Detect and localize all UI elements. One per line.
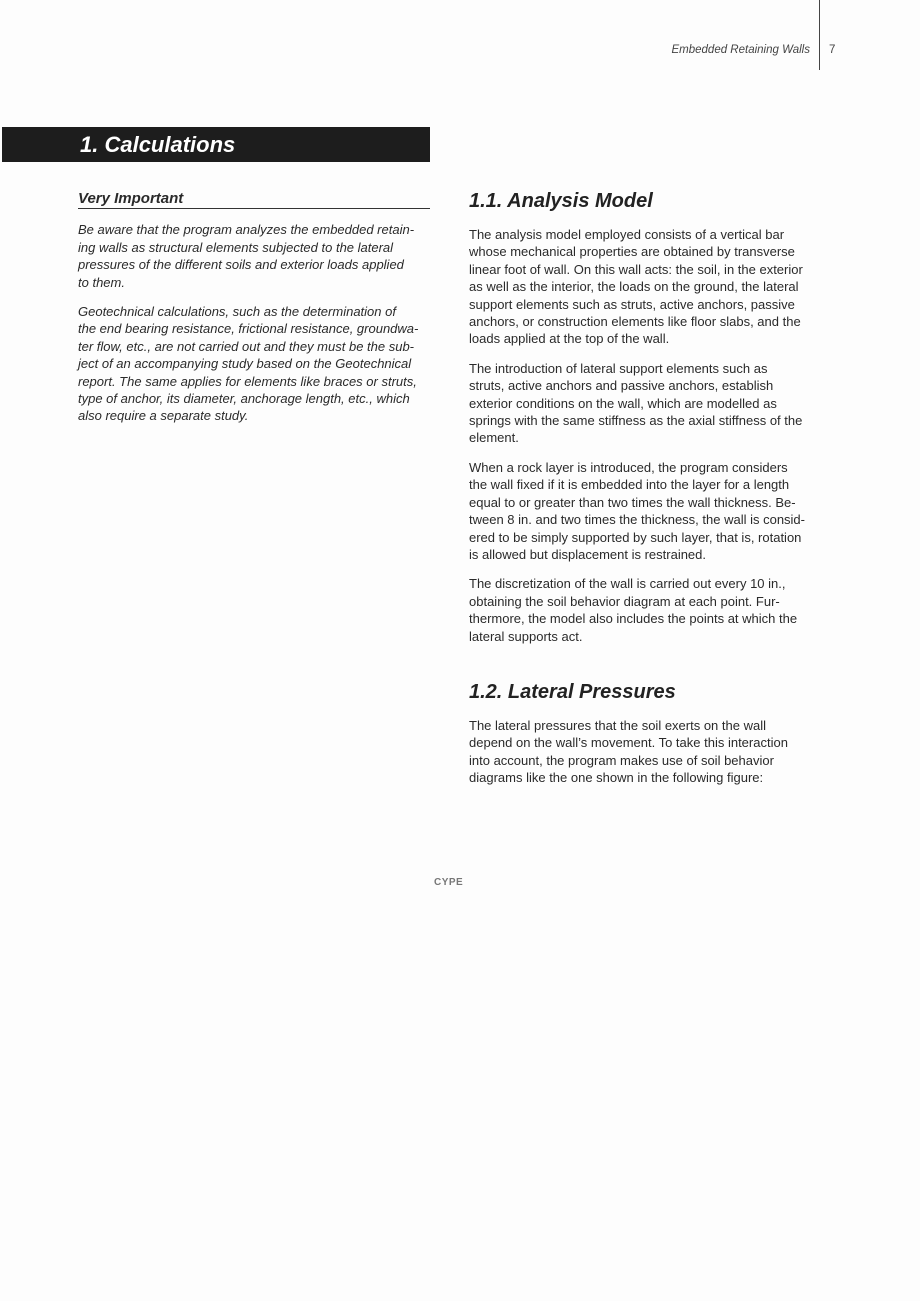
text-line: exterior conditions on the wall, which are modelled as bbox=[469, 395, 777, 411]
text-line: When a rock layer is introduced, the program considers bbox=[469, 459, 788, 475]
text-line: pressures of the different soils and exterior loads applied bbox=[78, 257, 404, 273]
section-heading: 1.1. Analysis Model bbox=[469, 190, 653, 212]
section-heading: 1.2. Lateral Pressures bbox=[469, 680, 676, 703]
paragraph bbox=[469, 360, 824, 447]
text-line: The analysis model employed consists of a vertical bar bbox=[469, 227, 785, 242]
main-column bbox=[469, 190, 824, 799]
paragraph bbox=[469, 575, 824, 645]
text-line: the end bearing resistance, frictional resistance, groundwa- bbox=[78, 321, 419, 337]
text-line: springs with the same stiffness as the axial stiffness of the bbox=[469, 413, 803, 429]
footer-brand: CYPE bbox=[434, 877, 464, 888]
text-line: linear foot of wall. On this wall acts: the soil, in the exterior bbox=[469, 261, 803, 277]
text-line: diagrams like the one shown in the following figure: bbox=[469, 770, 764, 786]
text-line: as well as the interior, the loads on the ground, the lateral bbox=[469, 279, 799, 295]
text-line: obtaining the soil behavior diagram at each point. Fur- bbox=[469, 593, 780, 609]
text-line: to them. bbox=[78, 274, 125, 290]
text-line: into account, the program makes use of soil behavior bbox=[469, 752, 774, 768]
text-line: The discretization of the wall is carried out every 10 in., bbox=[469, 576, 786, 592]
text-line: thermore, the model also includes the points at which the bbox=[469, 611, 798, 627]
text-line: struts, active anchors and passive anchors, establish bbox=[469, 378, 774, 394]
text-line: ject of an accompanying study based on the Geotechnical bbox=[78, 356, 412, 372]
text-line: depend on the wall’s movement. To take this interaction bbox=[469, 735, 788, 751]
text-line: anchors, or construction elements like floor slabs, and the bbox=[469, 314, 801, 330]
very-important-body bbox=[78, 221, 430, 424]
text-line: ter flow, etc., are not carried out and they must be the sub- bbox=[78, 338, 415, 354]
text-line: whose mechanical properties are obtained by transverse bbox=[469, 244, 795, 260]
text-line: the wall fixed if it is embedded into the layer for a length bbox=[469, 477, 790, 493]
text-line: The introduction of lateral support elements such as bbox=[469, 360, 768, 376]
text-line: equal to or greater than two times the wall thickness. Be- bbox=[469, 494, 796, 510]
header-divider bbox=[819, 0, 820, 70]
text-line: report. The same applies for elements like braces or struts, bbox=[78, 373, 417, 389]
paragraph bbox=[78, 221, 430, 291]
page-number: 7 bbox=[829, 44, 836, 56]
paragraph bbox=[78, 303, 430, 425]
very-important-box bbox=[78, 190, 430, 437]
text-line: type of anchor, its diameter, anchorage length, etc., which bbox=[78, 391, 410, 407]
paragraph bbox=[469, 226, 824, 348]
text-line: is allowed but displacement is restrained. bbox=[469, 546, 707, 562]
text-line: ing walls as structural elements subjected to the lateral bbox=[78, 239, 394, 255]
paragraph bbox=[469, 717, 824, 787]
paragraph bbox=[469, 459, 824, 563]
text-line: tween 8 in. and two times the thickness, the wall is consid- bbox=[469, 512, 805, 528]
text-line: The lateral pressures that the soil exerts on the wall bbox=[469, 717, 766, 733]
text-line: also require a separate study. bbox=[78, 408, 249, 424]
text-line: loads applied at the top of the wall. bbox=[469, 331, 670, 347]
text-line: Be aware that the program analyzes the embedded retain- bbox=[78, 222, 415, 238]
text-line: ered to be simply supported by such layer, that is, rotation bbox=[469, 529, 802, 545]
text-line: element. bbox=[469, 430, 519, 446]
running-header-title: Embedded Retaining Walls bbox=[671, 44, 810, 56]
text-line: lateral supports act. bbox=[469, 628, 583, 644]
text-line: support elements such as struts, active anchors, passive bbox=[469, 296, 795, 312]
chapter-title: 1. Calculations bbox=[80, 132, 236, 157]
chapter-banner bbox=[2, 127, 430, 162]
text-line: Geotechnical calculations, such as the determination of bbox=[78, 304, 396, 320]
very-important-title: Very Important bbox=[78, 190, 430, 209]
